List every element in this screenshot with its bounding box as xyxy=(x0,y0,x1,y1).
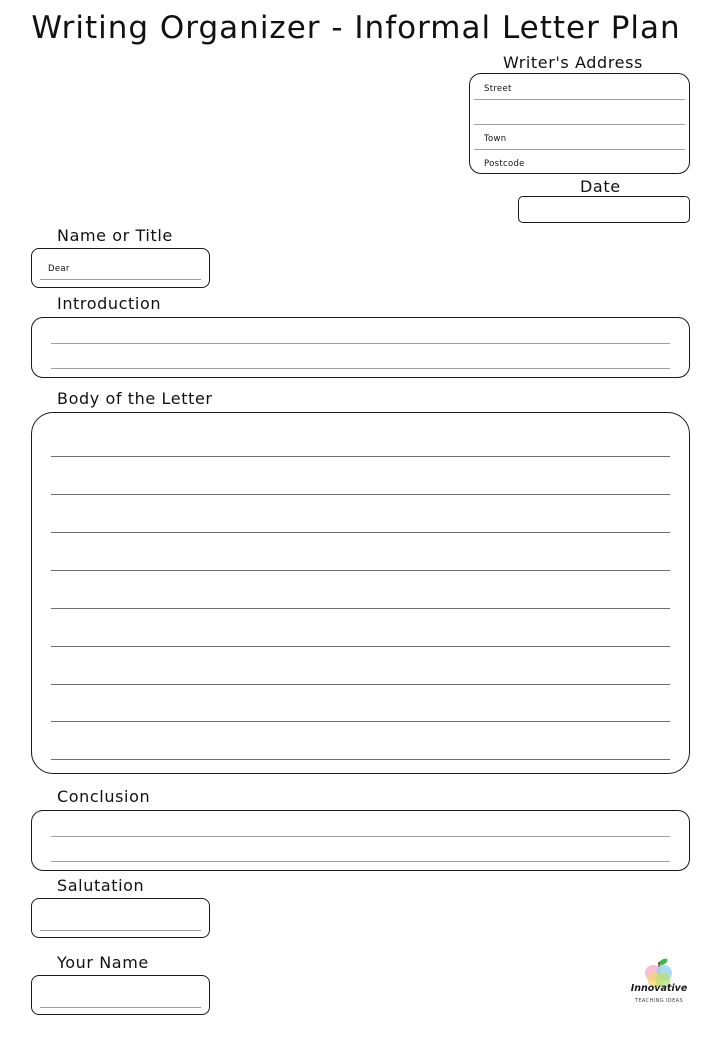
your-name-box[interactable] xyxy=(31,975,210,1015)
writing-line xyxy=(51,759,670,760)
salutation-box[interactable] xyxy=(31,898,210,938)
writing-line xyxy=(51,343,670,344)
innovative-teaching-ideas-logo xyxy=(628,957,690,1009)
logo-tagline: TEACHING IDEAS xyxy=(634,998,684,1004)
writing-line xyxy=(40,930,201,931)
conclusion-box[interactable] xyxy=(31,810,690,871)
body-label: Body of the Letter xyxy=(57,389,213,408)
salutation-label: Salutation xyxy=(57,876,145,895)
introduction-label: Introduction xyxy=(57,294,162,313)
page-title: Writing Organizer - Informal Letter Plan xyxy=(31,10,681,46)
writing-line xyxy=(51,494,670,495)
name-title-box[interactable] xyxy=(31,248,210,288)
name-title-label: Name or Title xyxy=(57,226,173,245)
writing-line xyxy=(40,1007,201,1008)
postcode-label: Postcode xyxy=(484,159,525,169)
street-label: Street xyxy=(484,84,512,94)
town-label: Town xyxy=(484,134,507,144)
writing-line xyxy=(51,456,670,457)
greeting-label: Dear xyxy=(48,264,70,274)
writing-line xyxy=(51,608,670,609)
introduction-box[interactable] xyxy=(31,317,690,378)
address-box[interactable] xyxy=(469,73,690,174)
writing-line xyxy=(51,646,670,647)
writing-line xyxy=(51,684,670,685)
date-label: Date xyxy=(580,177,621,196)
writing-line xyxy=(51,532,670,533)
address-line xyxy=(474,124,685,125)
address-line xyxy=(474,149,685,150)
writing-line xyxy=(51,836,670,837)
address-line xyxy=(474,99,685,100)
writing-line xyxy=(51,861,670,862)
writing-line xyxy=(40,279,201,280)
date-field[interactable] xyxy=(518,196,690,223)
conclusion-label: Conclusion xyxy=(57,787,151,806)
writing-line xyxy=(51,570,670,571)
address-label: Writer's Address xyxy=(503,53,643,72)
writing-line xyxy=(51,721,670,722)
your-name-label: Your Name xyxy=(57,953,149,972)
logo-name: Innovative xyxy=(630,983,688,994)
body-box[interactable] xyxy=(31,412,690,774)
writing-line xyxy=(51,368,670,369)
